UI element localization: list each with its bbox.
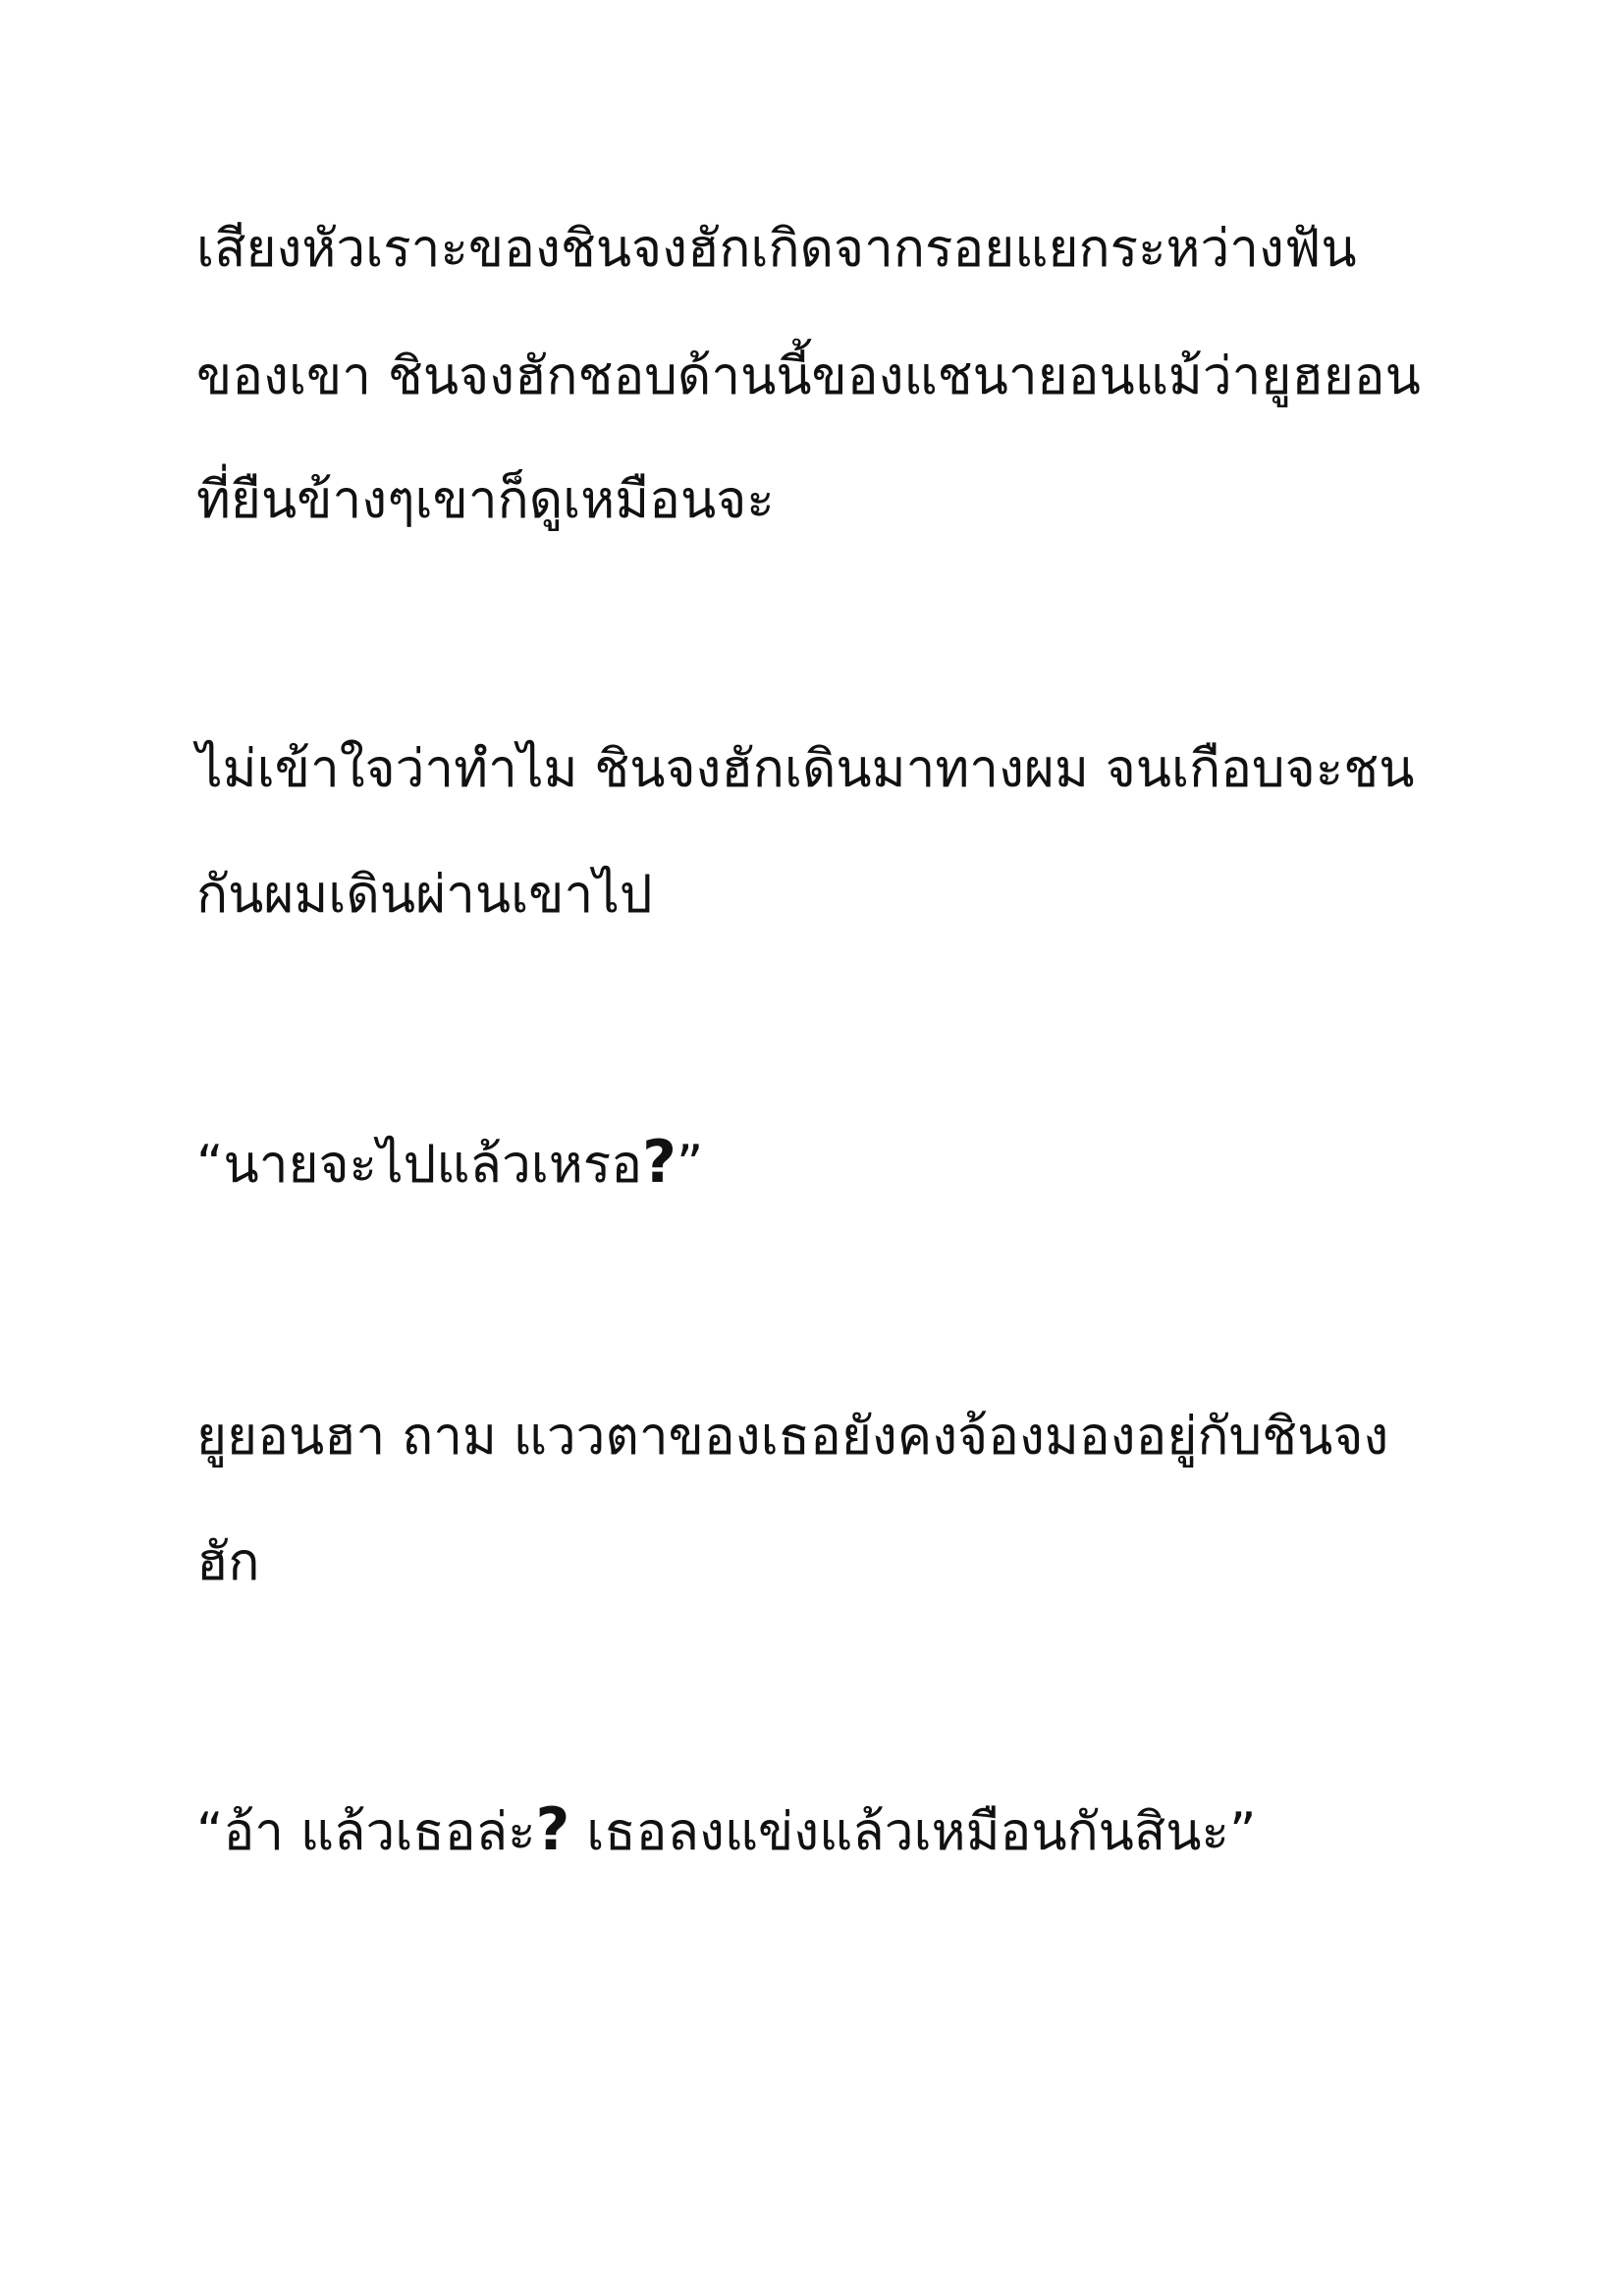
paragraph-1-line-2: ของเขา ชินจงฮักชอบด้านนี้ของแชนายอนแม้ว่ายูฮยอน xyxy=(196,347,1421,406)
dialogue-2-text: “อ้า แล้วเธอล่ะ xyxy=(196,1802,536,1862)
dialogue-1-question-mark: ? xyxy=(642,1128,677,1197)
paragraph-2-line-2: กันผมเดินผ่านเขาไป xyxy=(196,865,653,925)
dialogue-1-text: “นายจะไปแล้วเหรอ xyxy=(196,1135,643,1195)
dialogue-line-2 xyxy=(196,1795,1434,1864)
dialogue-line-1 xyxy=(196,1128,1434,1197)
paragraph-1-line-3: ที่ยืนข้างๆเขาก็ดูเหมือนจะ xyxy=(196,470,775,530)
paragraph-4-line-1: ยูยอนฮา ถาม แววตาของเธอยังคงจ้องมองอยู่กับชินจง xyxy=(196,1407,1389,1467)
paragraph-1-line-1: เสียงหัวเราะของชินจงฮักเกิดจากรอยแยกระหว่างฟัน xyxy=(196,219,1357,279)
paragraph-2-line-1: ไม่เข้าใจว่าทำไม ชินจงฮักเดินมาทางผม จนเกือบจะชน xyxy=(196,739,1415,799)
paragraph-4-line-2: ฮัก xyxy=(196,1532,260,1592)
dialogue-2-rest: เธอลงแข่งแล้วเหมือนกันสินะ” xyxy=(569,1802,1257,1862)
dialogue-2-question-mark: ? xyxy=(535,1795,570,1864)
dialogue-1-close-quote: ” xyxy=(676,1135,704,1195)
